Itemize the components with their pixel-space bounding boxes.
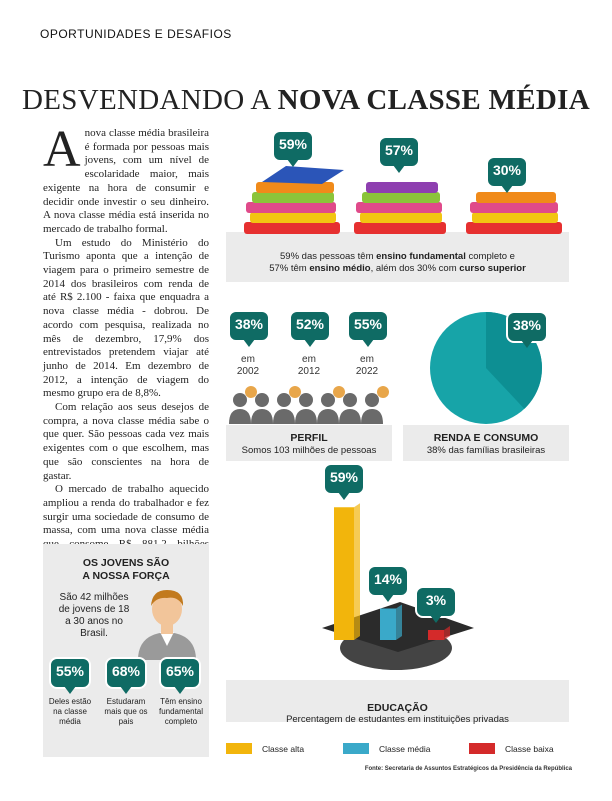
- book-stack-3-icon: [466, 192, 562, 234]
- young-person-icon: [132, 584, 202, 660]
- jovens-label-2: Estudaram mais que os pais: [104, 697, 148, 726]
- renda-subtitle: 38% das famílias brasileiras: [426, 445, 546, 456]
- section-label: OPORTUNIDADES E DESAFIOS: [40, 27, 232, 41]
- badge-superior: 30%: [486, 156, 528, 196]
- bar-label-classe-alta: 59%: [323, 463, 365, 503]
- badge-jovens-2: 68%: [105, 657, 147, 697]
- perfil-year-2012: em 2012: [297, 354, 321, 377]
- badge-medio: 57%: [378, 136, 420, 176]
- article-paragraph-2: Um estudo do Ministério do Turismo aponta que a intenção de viagem para o primeiro semestre de 2014 dos brasileiros com renda de até R$ 2.100 - faixa que enquadra a nova classe média - dobrou. De acordo com pesquisa, realizada no mês de dezembro, 17,9% dos entrevistados pretendem viajar até junho de 2014. Em dezembro de 2012, a intenção de viagem do mesmo grupo era de 8,8%.: [43, 236, 209, 400]
- legend-label-2: Classe baixa: [505, 744, 554, 754]
- legend-label-0: Classe alta: [262, 744, 305, 754]
- badge-fundamental: 59%: [272, 130, 314, 170]
- jovens-text: São 42 milhões de jovens de 18 a 30 anos no Brasil.: [58, 592, 130, 639]
- article-paragraph-4: O mercado de trabalho aquecido ampliou a renda do trabalhador e fez surgir uma sociedade de consumo de massa, com uma nova classe média: [43, 483, 209, 537]
- legend-swatch-0: [226, 743, 252, 754]
- renda-title: RENDA E CONSUMO: [433, 432, 539, 444]
- badge-perfil-2012: 52%: [289, 310, 331, 350]
- education-chart-title: EDUCAÇÃO: [367, 702, 428, 714]
- legend-swatch-1: [343, 743, 369, 754]
- legend-label-1: Classe média: [379, 744, 431, 754]
- people-group-icon: [226, 382, 392, 424]
- title-part-2: NOVA CLASSE MÉDIA: [277, 84, 590, 116]
- education-caption: 59% das pessoas têm ensino fundamental completo e 57% têm ensino médio, além dos 30% com curso superior: [269, 251, 526, 274]
- dropcap: A: [43, 121, 81, 178]
- book-stack-2-icon: [354, 182, 446, 234]
- jovens-label-1: Deles estão na classe média: [48, 697, 92, 726]
- bar-classe-alta: [334, 507, 354, 640]
- bar-side-1: [396, 605, 402, 641]
- article-body: [43, 121, 209, 566]
- perfil-year-2002: em 2002: [236, 354, 260, 377]
- article-paragraph-3: Com relação aos seus desejos de compra, a nova classe média sabe o que quer. São pessoas cada vez mais exigentes com o que escolhem, mas que são conscientes na hora de gastar.: [43, 401, 209, 482]
- bar-classe-média: [380, 609, 396, 641]
- bar-side-0: [354, 503, 360, 640]
- perfil-year-2022: em 2022: [355, 354, 379, 377]
- perfil-subtitle: Somos 103 milhões de pessoas: [241, 445, 377, 456]
- bar-label-classe-média: 14%: [367, 565, 409, 605]
- badge-jovens-3: 65%: [159, 657, 201, 697]
- badge-jovens-1: 55%: [49, 657, 91, 697]
- legend-swatch-2: [469, 743, 495, 754]
- article-p1-text: nova classe média brasileira é formada por pessoas mais jovens, com um nível de escolaridade maior, mais exigente na hora de consumir e decidir onde investir o seu dinheiro. A nova classe média está inserida no mercado de trabalho formal.: [43, 127, 209, 235]
- badge-perfil-2022: 55%: [347, 310, 389, 350]
- article-paragraph-1: [43, 121, 209, 237]
- badge-perfil-2002: 38%: [228, 310, 270, 350]
- perfil-title: PERFIL: [290, 432, 328, 444]
- bar-classe-baixa: [428, 630, 444, 640]
- book-stack-1-icon: [244, 166, 344, 234]
- page-title: [0, 84, 612, 117]
- jovens-label-3: Têm ensino fundamental completo: [158, 697, 204, 726]
- bar-label-classe-baixa: 3%: [415, 586, 457, 626]
- jovens-title: OS JOVENS SÃO A NOSSA FORÇA: [82, 557, 170, 582]
- badge-renda: 38%: [506, 311, 548, 351]
- source-note: Fonte: Secretaria de Assuntos Estratégicos da Presidência da República: [364, 766, 572, 772]
- education-chart-subtitle: Percentagem de estudantes em instituições privadas: [286, 714, 509, 725]
- title-part-1: DESVENDANDO A: [22, 84, 278, 116]
